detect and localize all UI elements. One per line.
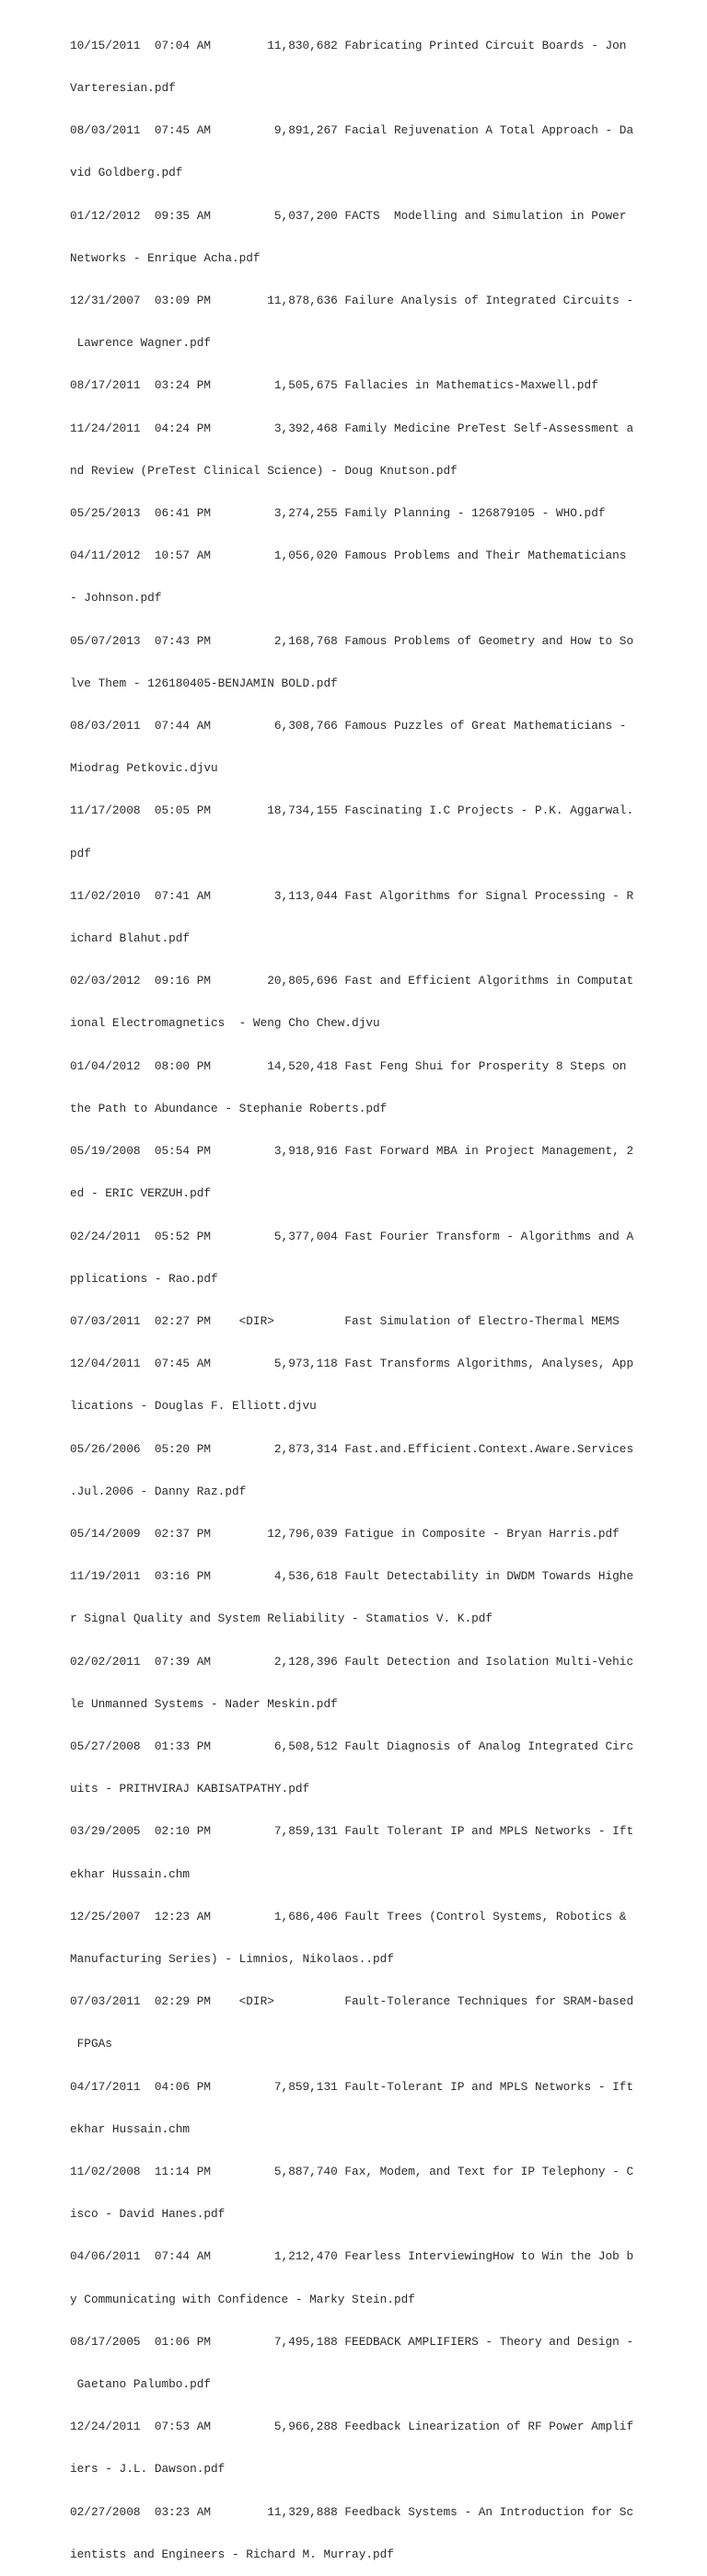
listing-line: 12/04/2011 07:45 AM 5,973,118 Fast Transforms Algorithms, Analyses, App <box>70 1357 634 1371</box>
listing-line: 05/14/2009 02:37 PM 12,796,039 Fatigue in Composite - Bryan Harris.pdf <box>70 1526 620 1541</box>
listing-line: 12/31/2007 03:09 PM 11,878,636 Failure Analysis of Integrated Circuits - <box>70 294 634 308</box>
listing-line: FPGAs <box>70 2037 112 2051</box>
listing-line: 02/27/2008 03:23 AM 11,329,888 Feedback Systems - An Introduction for Sc <box>70 2504 634 2519</box>
listing-line: 11/02/2008 11:14 PM 5,887,740 Fax, Modem, and Text for IP Telephony - C <box>70 2164 634 2178</box>
listing-line: nd Review (PreTest Clinical Science) - Doug Knutson.pdf <box>70 463 458 478</box>
listing-line: ed - ERIC VERZUH.pdf <box>70 1186 212 1201</box>
listing-line: Manufacturing Series) - Limnios, Nikolaos..pdf <box>70 1951 394 1966</box>
listing-line: 08/03/2011 07:44 AM 6,308,766 Famous Puzzles of Great Mathematicians - <box>70 719 627 734</box>
listing-line: r Signal Quality and System Reliability - Stamatios V. K.pdf <box>70 1611 493 1626</box>
listing-line: ichard Blahut.pdf <box>70 931 191 946</box>
listing-line: ional Electromagnetics - Weng Cho Chew.djvu <box>70 1016 380 1031</box>
listing-line: 11/17/2008 05:05 PM 18,734,155 Fascinating I.C Projects - P.K. Aggarwal. <box>70 803 634 818</box>
listing-line: 05/25/2013 06:41 PM 3,274,255 Family Planning - 126879105 - WHO.pdf <box>70 506 606 521</box>
listing-line: uits - PRITHVIRAJ KABISATPATHY.pdf <box>70 1782 310 1796</box>
directory-listing <box>70 10 634 2576</box>
listing-line: 05/27/2008 01:33 PM 6,508,512 Fault Diagnosis of Analog Integrated Circ <box>70 1739 634 1753</box>
listing-line: 10/15/2011 07:04 AM 11,830,682 Fabricating Printed Circuit Boards - Jon <box>70 38 627 52</box>
listing-line: 08/17/2011 03:24 PM 1,505,675 Fallacies in Mathematics-Maxwell.pdf <box>70 378 598 393</box>
listing-line: 12/25/2007 12:23 AM 1,686,406 Fault Trees (Control Systems, Robotics & <box>70 1909 627 1923</box>
listing-line: 11/19/2011 03:16 PM 4,536,618 Fault Detectability in DWDM Towards Highe <box>70 1569 634 1584</box>
listing-line: 12/24/2011 07:53 AM 5,966,288 Feedback Linearization of RF Power Amplif <box>70 2420 634 2434</box>
listing-line: - Johnson.pdf <box>70 591 162 606</box>
listing-line: ekhar Hussain.chm <box>70 2121 191 2136</box>
listing-line: iers - J.L. Dawson.pdf <box>70 2462 226 2477</box>
listing-line: ientists and Engineers - Richard M. Murray.pdf <box>70 2547 394 2561</box>
listing-line: le Unmanned Systems - Nader Meskin.pdf <box>70 1696 338 1711</box>
listing-line: Gaetano Palumbo.pdf <box>70 2376 212 2391</box>
listing-line: Miodrag Petkovic.djvu <box>70 761 218 776</box>
listing-line: 02/03/2012 09:16 PM 20,805,696 Fast and Efficient Algorithms in Computat <box>70 974 634 988</box>
listing-line: 01/12/2012 09:35 AM 5,037,200 FACTS Modelling and Simulation in Power <box>70 208 627 223</box>
listing-line: the Path to Abundance - Stephanie Roberts.pdf <box>70 1101 388 1115</box>
listing-line: 04/06/2011 07:44 AM 1,212,470 Fearless InterviewingHow to Win the Job b <box>70 2249 634 2264</box>
listing-line: 02/02/2011 07:39 AM 2,128,396 Fault Detection and Isolation Multi-Vehic <box>70 1654 634 1669</box>
listing-line: 08/03/2011 07:45 AM 9,891,267 Facial Rejuvenation A Total Approach - Da <box>70 123 634 138</box>
listing-line: pplications - Rao.pdf <box>70 1271 218 1286</box>
listing-line: 07/03/2011 02:29 PM <DIR> Fault-Tolerance Techniques for SRAM-based <box>70 1994 634 2009</box>
listing-line: .Jul.2006 - Danny Raz.pdf <box>70 1484 247 1498</box>
listing-line: lve Them - 126180405-BENJAMIN BOLD.pdf <box>70 676 338 690</box>
listing-line: 05/26/2006 05:20 PM 2,873,314 Fast.and.Efficient.Context.Aware.Services <box>70 1441 634 1456</box>
listing-line: Lawrence Wagner.pdf <box>70 336 212 351</box>
listing-line: 05/07/2013 07:43 PM 2,168,768 Famous Problems of Geometry and How to So <box>70 633 634 648</box>
listing-line: ekhar Hussain.chm <box>70 1866 191 1881</box>
listing-line: lications - Douglas F. Elliott.djvu <box>70 1399 317 1414</box>
listing-line: 02/24/2011 05:52 PM 5,377,004 Fast Fourier Transform - Algorithms and A <box>70 1229 634 1243</box>
listing-line: Varteresian.pdf <box>70 81 176 96</box>
listing-line: pdf <box>70 846 91 861</box>
listing-line: 07/03/2011 02:27 PM <DIR> Fast Simulation of Electro-Thermal MEMS <box>70 1313 620 1328</box>
listing-line: vid Goldberg.pdf <box>70 166 183 180</box>
listing-line: 01/04/2012 08:00 PM 14,520,418 Fast Feng Shui for Prosperity 8 Steps on <box>70 1058 627 1073</box>
listing-line: 04/11/2012 10:57 AM 1,056,020 Famous Problems and Their Mathematicians <box>70 549 627 563</box>
listing-line: 05/19/2008 05:54 PM 3,918,916 Fast Forward MBA in Project Management, 2 <box>70 1144 634 1159</box>
listing-line: Networks - Enrique Acha.pdf <box>70 250 261 265</box>
listing-line: 03/29/2005 02:10 PM 7,859,131 Fault Tolerant IP and MPLS Networks - Ift <box>70 1824 634 1839</box>
listing-line: isco - David Hanes.pdf <box>70 2207 226 2222</box>
listing-line: 04/17/2011 04:06 PM 7,859,131 Fault-Tolerant IP and MPLS Networks - Ift <box>70 2079 634 2094</box>
listing-line: 11/24/2011 04:24 PM 3,392,468 Family Medicine PreTest Self-Assessment a <box>70 421 634 435</box>
listing-line: 08/17/2005 01:06 PM 7,495,188 FEEDBACK AMPLIFIERS - Theory and Design - <box>70 2334 634 2349</box>
listing-line: y Communicating with Confidence - Marky Stein.pdf <box>70 2292 415 2306</box>
listing-line: 11/02/2010 07:41 AM 3,113,044 Fast Algorithms for Signal Processing - R <box>70 888 634 903</box>
